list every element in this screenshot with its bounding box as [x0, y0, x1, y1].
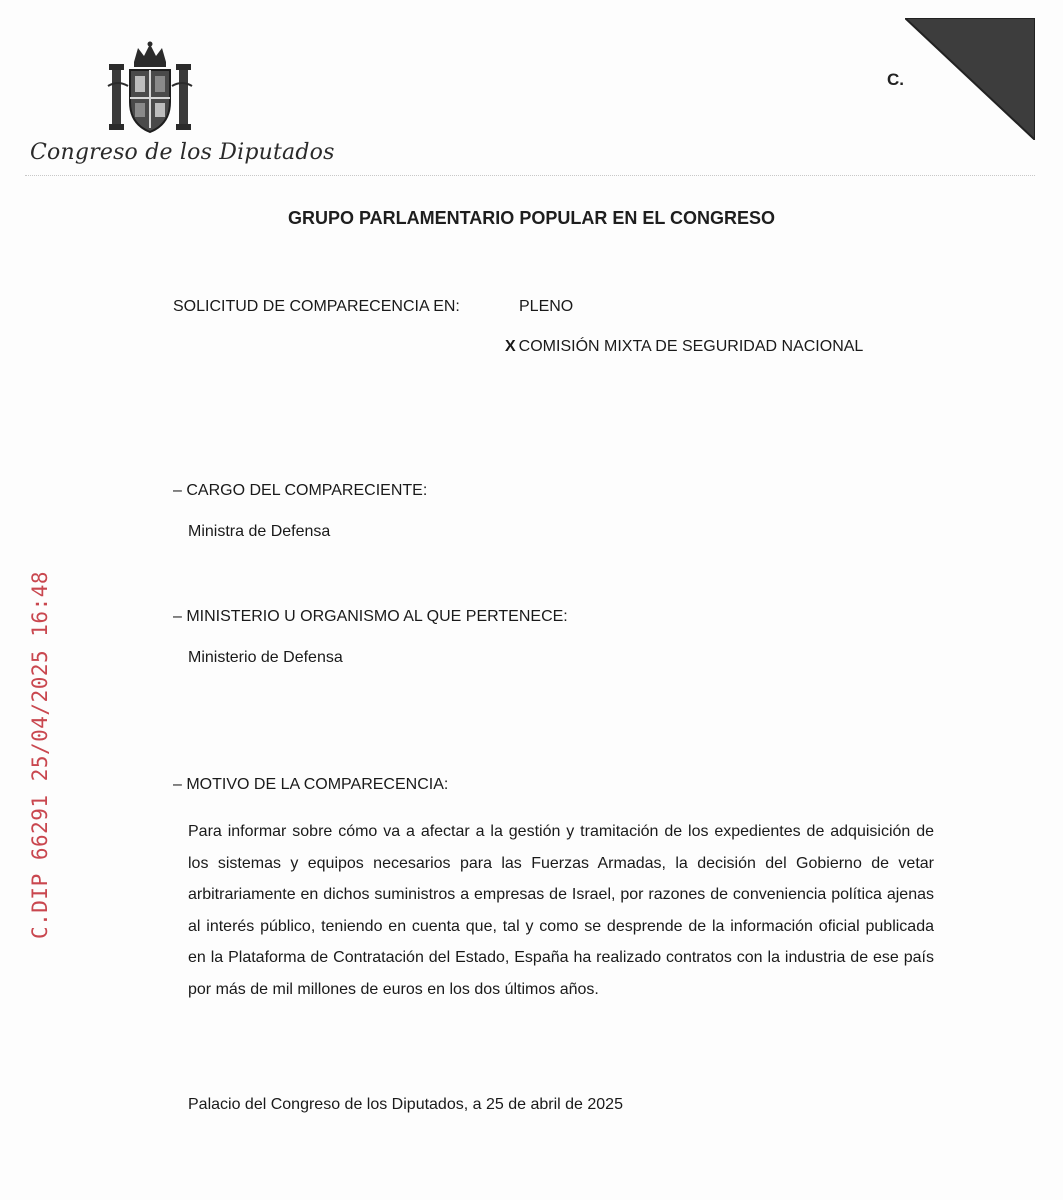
header-divider	[25, 175, 1035, 176]
option-comision-label: COMISIÓN MIXTA DE SEGURIDAD NACIONAL	[518, 338, 864, 355]
ministerio-label: – MINISTERIO U ORGANISMO AL QUE PERTENECE:	[173, 608, 568, 625]
option-pleno	[519, 298, 573, 316]
coat-of-arms-icon	[104, 40, 196, 135]
cargo-value: Ministra de Defensa	[188, 523, 331, 540]
option-pleno-label: PLENO	[519, 298, 574, 315]
group-title: GRUPO PARLAMENTARIO POPULAR EN EL CONGRESO	[287, 208, 776, 228]
ministerio-value: Ministerio de Defensa	[188, 649, 343, 666]
option-comision	[505, 338, 863, 356]
signoff-line: Palacio del Congreso de los Diputados, a 25 de abril de 2025	[188, 1096, 623, 1113]
cargo-label: – CARGO DEL COMPARECIENTE:	[173, 482, 428, 499]
corner-code: C.	[887, 70, 904, 89]
motivo-text: Para informar sobre cómo va a afectar a la gestión y tramitación de los expedientes de adquisición de los sistemas y equipos necesarios para las Fuerzas Armadas, la decisión del Gobierno de vetar arbitrariamente en dichos suministros a empresas de Israel, por razones de conveniencia política ajenas al interés público, teniendo en cuenta que, tal y como se desprende de la información oficial publicada en la Plataforma de Contratación del Estado, España ha realizado contratos con la industria de ese país por más de mil millones de euros en los dos últimos años.	[188, 823, 934, 998]
request-label: SOLICITUD DE COMPARECENCIA EN:	[173, 298, 460, 315]
corner-triangle-mark	[905, 18, 1035, 140]
option-comision-mark: X	[505, 338, 516, 355]
registration-stamp: C.DIP 66291 25/04/2025 16:48	[28, 570, 52, 940]
motivo-label: – MOTIVO DE LA COMPARECENCIA:	[173, 776, 449, 793]
institution-name: Congreso de los Diputados	[30, 140, 335, 165]
